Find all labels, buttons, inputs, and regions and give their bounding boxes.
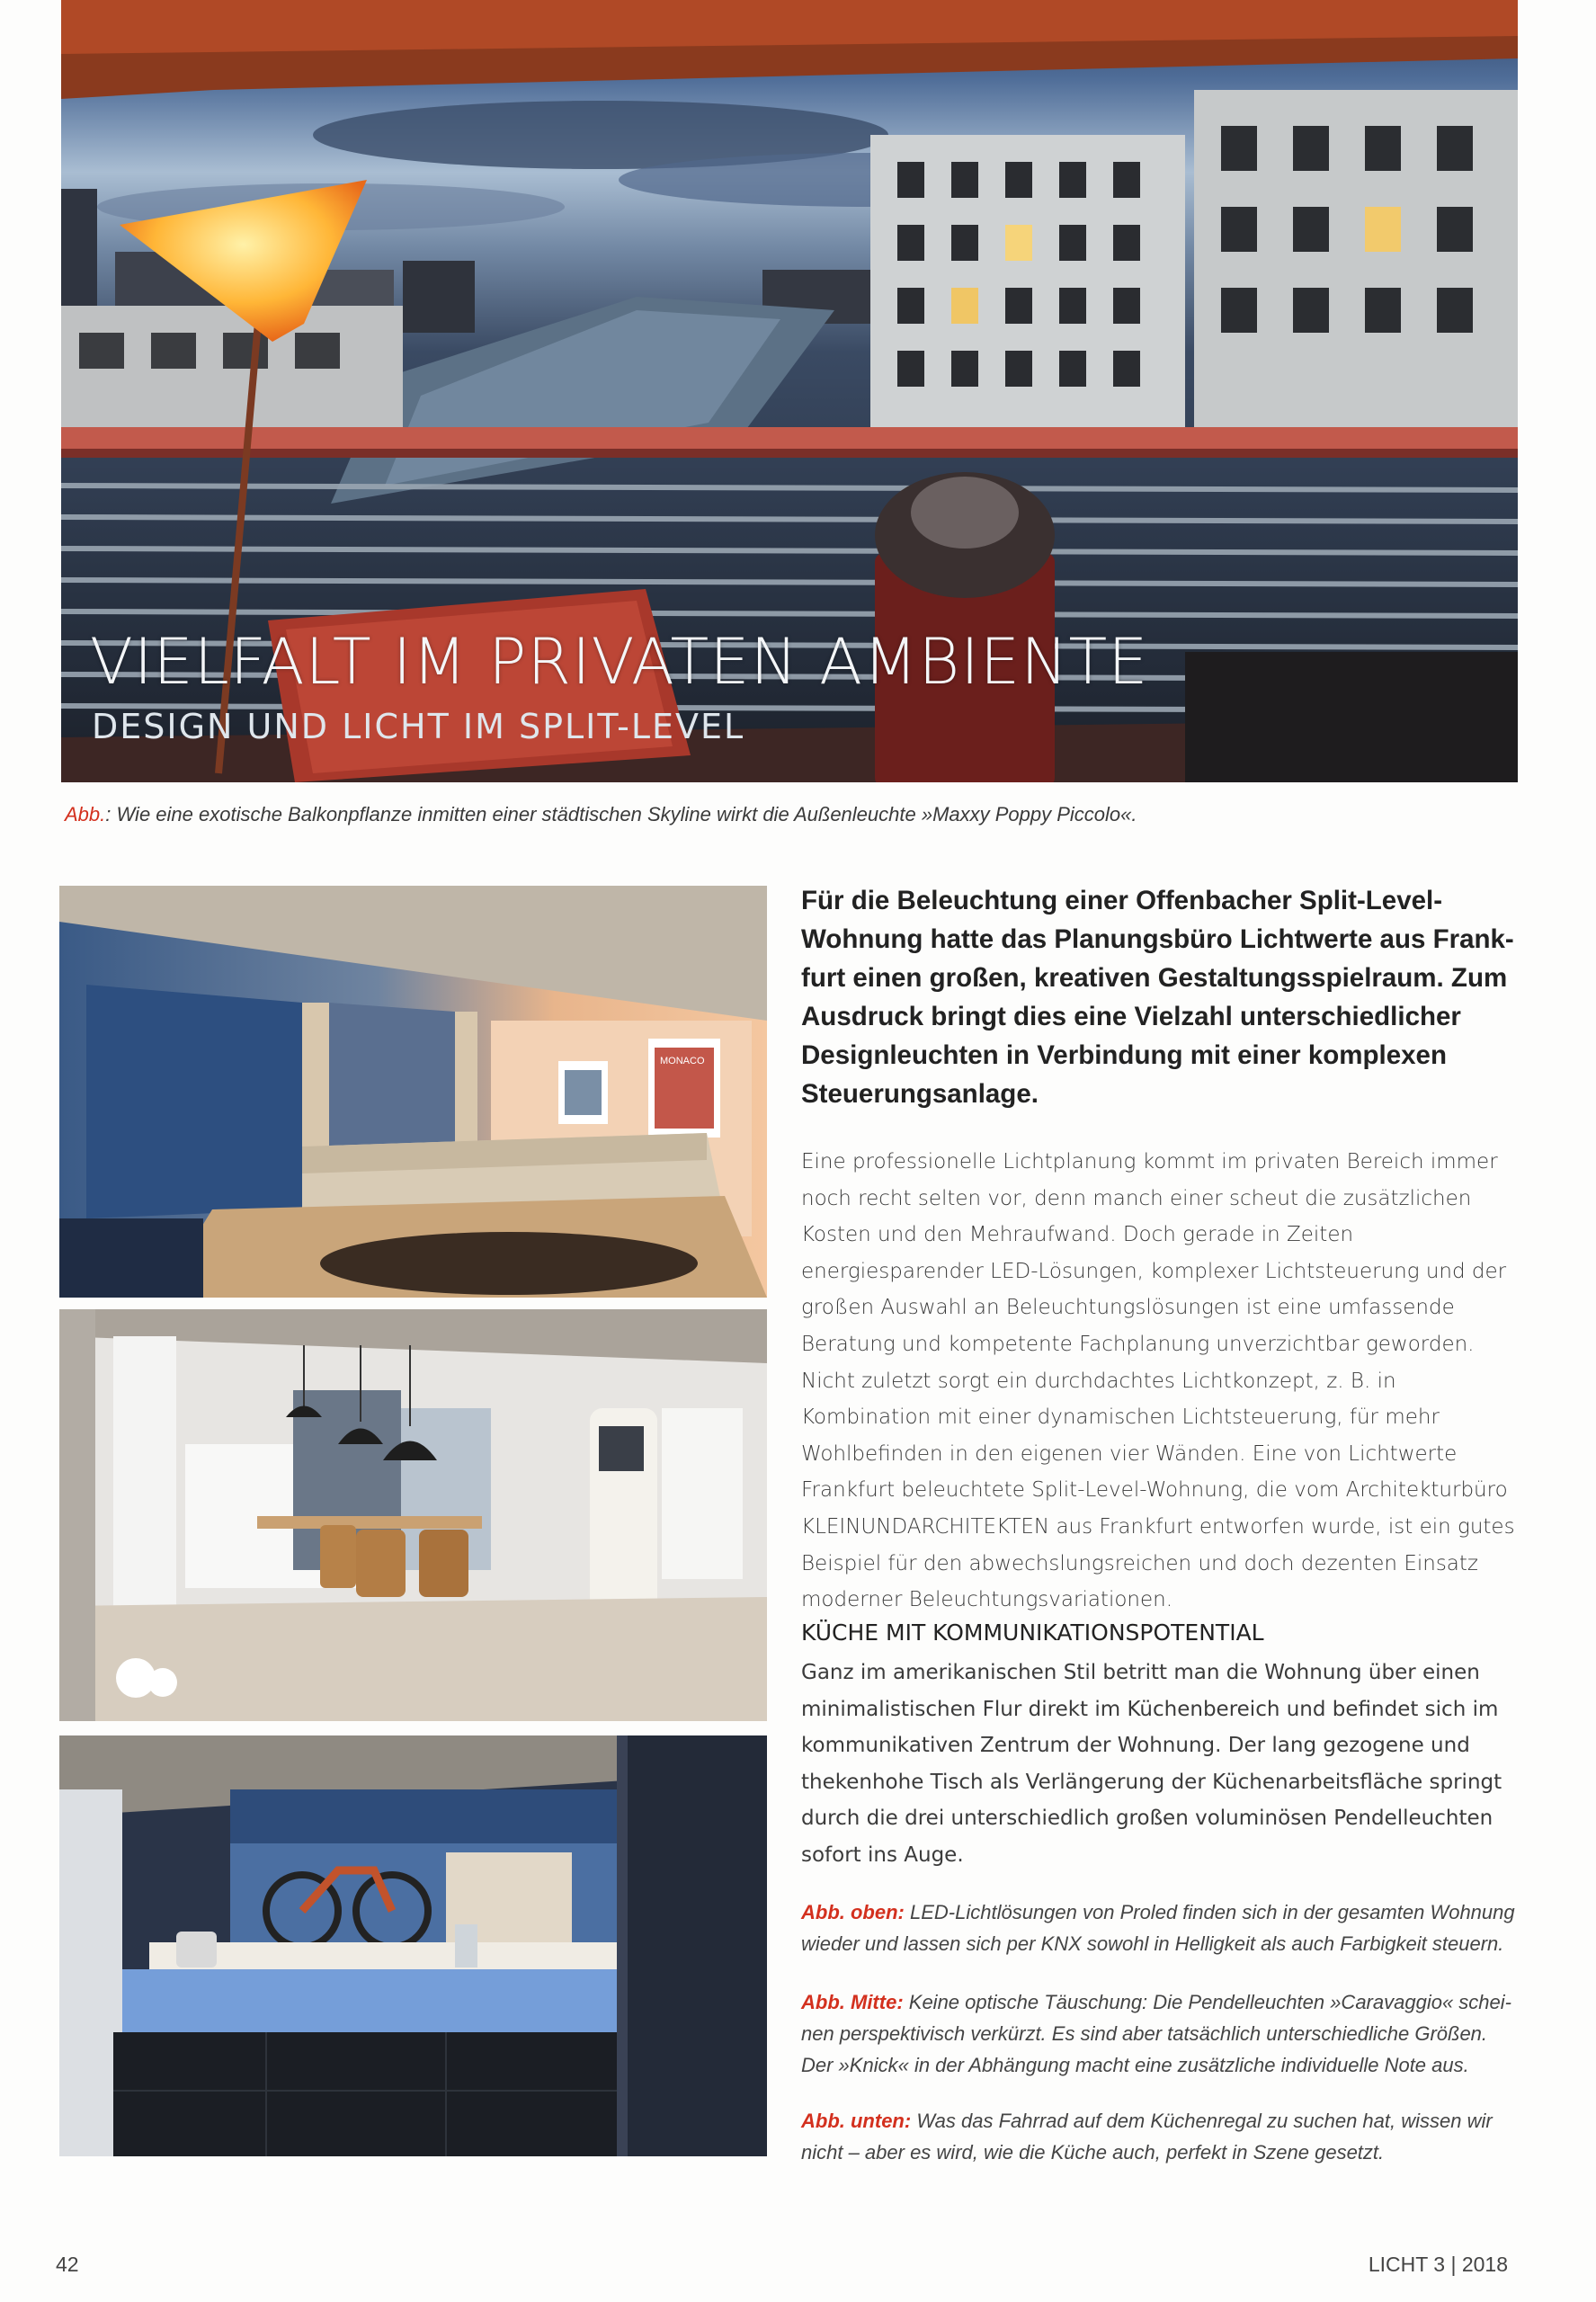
caption-bottom-photo <box>801 2105 1520 2168</box>
hero-title: VIELFALT IM PRIVATEN AMBIENTE <box>90 625 1149 699</box>
body1-text: Eine professionelle Lichtplanung kommt im privaten Bereich immer noch recht selten vor, denn manch einer scheut die zusätzlichen Kosten und den Mehraufwand. Doch gerade in Zeiten energiesparender LED-Lösungen, komplexer Lichtsteuerung und der großen Auswahl an Beleuchtungslösungen ist eine umfassende Beratung und kompetente Fachplanung unverzichtbar geworden. Nicht zuletzt sorgt ein durchdachtes Lichtkonzept, z. B. in Kombination mit einer dynamischen Lichtsteuerung, für mehr Wohlbefinden in den eigenen vier Wänden. Eine von Lichtwerte Frankfurt beleuchtete Split-Level-Wohnung, die vom Architekturbüro KLEINUNDARCHITEKTEN aus Frankfurt entworfen wurde, ist ein gutes Beispiel für den abwechslungsreichen und doch dezenten Einsatz moderner Beleuchtungsvariationen. <box>801 1150 1515 1612</box>
kitchen-dining-photo <box>59 1309 767 1721</box>
caption-text: Keine optische Täuschung: Die Pendelleuchten »Caravaggio« scheinen perspektivisch verkürzt. Es sind aber tatsächlich unterschiedliche Größen. Der »Knick« in der Abhängung macht eine zusätzliche individuelle Note aus. <box>801 1991 1511 2076</box>
living-room-photo <box>59 886 767 1298</box>
lead-text: Für die Beleuchtung einer Offenbacher Split-Level-Wohnung hatte das Planungsbüro Lichtwerte aus Frankfurt einen großen, kreativen Gestaltungsspielraum. Zum Ausdruck bringt dies eine Vielzahl unterschiedlicher Designleuchten in Verbindung mit einer komplexen Steuerungsanlage. <box>801 886 1514 1109</box>
page-number: 42 <box>56 2253 79 2276</box>
section-heading: KÜCHE MIT KOMMUNIKATIONSPOTENTIAL <box>801 1619 1264 1646</box>
lead-paragraph <box>801 881 1520 1113</box>
body-paragraph-2 <box>801 1655 1520 1874</box>
caption-label: Abb. oben: <box>801 1901 905 1923</box>
hero-caption <box>65 803 1503 826</box>
caption-label: Abb. Mitte: <box>801 1991 904 2013</box>
caption-text: : Wie eine exotische Balkonpflanze inmitten einer städtischen Skyline wirkt die Außenleuchte »Maxxy Poppy Piccolo«. <box>105 803 1137 825</box>
caption-text: Was das Fahrrad auf dem Küchenregal zu suchen hat, wissen wir nicht – aber es wird, wie die Küche auch, perfekt in Szene gesetzt. <box>801 2110 1493 2164</box>
kitchen-bike-photo <box>59 1735 767 2156</box>
caption-label: Abb. unten: <box>801 2110 912 2132</box>
hero-subtitle: DESIGN UND LICHT IM SPLIT-LEVEL <box>92 707 745 746</box>
poster-text: MONACO <box>660 1056 705 1066</box>
caption-label: Abb. <box>65 803 106 825</box>
magazine-issue: LICHT 3 | 2018 <box>1368 2253 1508 2276</box>
caption-text: LED-Lichtlösungen von Proled finden sich in der gesamten Wohnung wieder und lassen sich per KNX sowohl in Helligkeit als auch Farbigkeit steuern. <box>801 1901 1515 1955</box>
hero-photo <box>61 0 1518 782</box>
caption-middle-photo <box>801 1986 1520 2081</box>
body-paragraph-1 <box>801 1144 1520 1619</box>
body2-text: Ganz im amerikanischen Stil betritt man die Wohnung über einen minimalistischen Flur direkt im Küchenbereich und befindet sich im kommunikativen Zentrum der Wohnung. Der lang gezogene und thekenhohe Tisch als Verlängerung der Küchenarbeitsfläche springt durch die drei unterschiedlich großen voluminösen Pendelleuchten sofort ins Auge. <box>801 1661 1502 1867</box>
caption-top-photo <box>801 1896 1520 1959</box>
